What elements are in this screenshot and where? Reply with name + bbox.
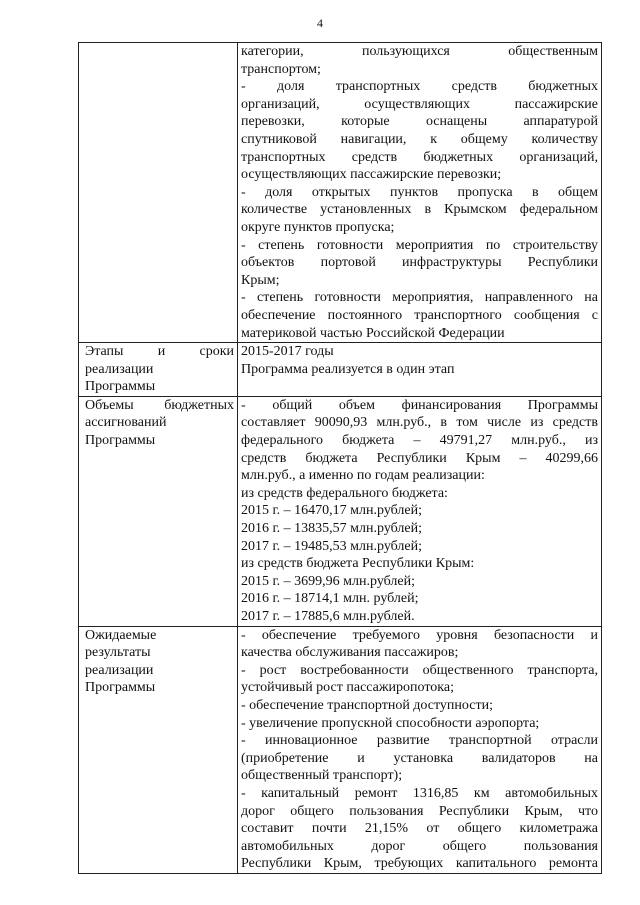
row-label-cell: [79, 396, 238, 626]
row-value-cell: [238, 343, 602, 397]
row-value-line: округе пунктов пропуска;: [241, 219, 395, 235]
row-value-line: составляет 90090,93 млн.руб., в том числе из средств: [241, 415, 598, 431]
row-value-line: устойчивый рост пассажиропотока;: [241, 680, 454, 696]
row-value-line: - обеспечение транспортной доступности;: [241, 697, 493, 713]
row-value-line: спутниковой навигации, к общему количеству: [241, 131, 598, 147]
row-value-cell: [238, 396, 602, 626]
row-value-line: Республики Крым, требующих капитального ремонта: [241, 856, 598, 872]
row-value-line: из средств бюджета Республики Крым:: [241, 556, 475, 572]
row-value-line: из средств федерального бюджета:: [241, 485, 448, 501]
row-label-line: Объемы бюджетных: [85, 397, 234, 413]
row-value-line: количестве установленных в Крымском федеральном: [241, 202, 598, 218]
row-value-line: обеспечение постоянного транспортного сообщения с: [241, 307, 598, 323]
row-label-line: реализации: [85, 662, 154, 678]
row-value-line: - увеличение пропускной способности аэропорта;: [241, 715, 540, 731]
row-value-line: 2015-2017 годы: [241, 344, 334, 360]
row-value-line: млн.руб., а именно по годам реализации:: [241, 468, 485, 484]
row-value-line: материковой частью Российской Федерации: [241, 325, 505, 341]
row-value-line: федерального бюджета – 49791,27 млн.руб., из: [241, 433, 598, 449]
program-passport-table: [78, 42, 602, 874]
row-value-line: транспортом;: [241, 61, 321, 77]
row-value-line: - доля открытых пунктов пропуска в общем: [241, 184, 598, 200]
row-value-line: 2017 г. – 19485,53 млн.рублей;: [241, 538, 422, 554]
row-value-line: транспортных средств бюджетных организаций,: [241, 149, 598, 165]
row-value-line: - общий объем финансирования Программы: [241, 397, 598, 413]
row-value-line: - инновационное развитие транспортной отрасли: [241, 733, 598, 749]
row-value-line: организаций, осуществляющих пассажирские: [241, 96, 598, 112]
row-label-line: Программы: [85, 680, 156, 696]
row-value-line: составит почти 21,15% от общего километража: [241, 821, 598, 837]
row-value-cell: [238, 43, 602, 343]
row-value-line: (приобретение и установка валидаторов на: [241, 750, 598, 766]
row-value-line: общественный транспорт);: [241, 768, 403, 784]
row-value-line: 2016 г. – 18714,1 млн. рублей;: [241, 591, 419, 607]
row-value-line: 2015 г. – 16470,17 млн.рублей;: [241, 503, 422, 519]
row-value-line: дорог общего пользования Республики Крым, что: [241, 803, 598, 819]
row-value-cell: [238, 626, 602, 873]
row-value-line: качества обслуживания пассажиров;: [241, 645, 459, 661]
table-row: [79, 343, 602, 397]
row-label-cell: [79, 626, 238, 873]
page-number: 4: [317, 16, 323, 30]
row-label-line: ассигнований: [85, 415, 167, 431]
row-label-line: Программы: [85, 433, 156, 449]
row-value-line: 2015 г. – 3699,96 млн.рублей;: [241, 573, 415, 589]
row-value-line: Программа реализуется в один этап: [241, 361, 455, 377]
table-row: [79, 396, 602, 626]
row-value-line: 2017 г. – 17885,6 млн.рублей.: [241, 609, 415, 624]
row-value-line: перевозки, которые оснащены аппаратурой: [241, 114, 598, 130]
row-label-line: Ожидаемые: [85, 627, 157, 643]
row-value-line: Крым;: [241, 272, 280, 288]
row-label-cell: [79, 343, 238, 397]
row-value-line: - капитальный ремонт 1316,85 км автомобильных: [241, 785, 598, 801]
row-value-line: средств бюджета Республики Крым – 40299,66: [241, 450, 598, 466]
row-value-line: осуществляющих пассажирские перевозки;: [241, 167, 502, 183]
row-value-line: - доля транспортных средств бюджетных: [241, 79, 598, 95]
row-value-line: - степень готовности мероприятия, направленного на: [241, 290, 598, 306]
row-label-line: Этапы и сроки: [85, 344, 234, 360]
table-row: [79, 43, 602, 343]
table-body: [79, 43, 602, 874]
table-row: [79, 626, 602, 873]
row-value-line: категории, пользующихся общественным: [241, 44, 598, 59]
row-value-line: автомобильных дорог общего пользования: [241, 838, 598, 854]
row-value-line: - обеспечение требуемого уровня безопасности и: [241, 627, 598, 643]
row-label-line: реализации: [85, 361, 154, 377]
row-label-cell: [79, 43, 238, 343]
row-value-line: объектов портовой инфраструктуры Республики: [241, 255, 598, 271]
row-label-line: Программы: [85, 379, 156, 395]
row-value-line: 2016 г. – 13835,57 млн.рублей;: [241, 521, 422, 537]
row-value-line: - рост востребованности общественного транспорта,: [241, 662, 598, 678]
row-label-line: результаты: [85, 645, 151, 661]
row-value-line: - степень готовности мероприятия по строительству: [241, 237, 598, 253]
